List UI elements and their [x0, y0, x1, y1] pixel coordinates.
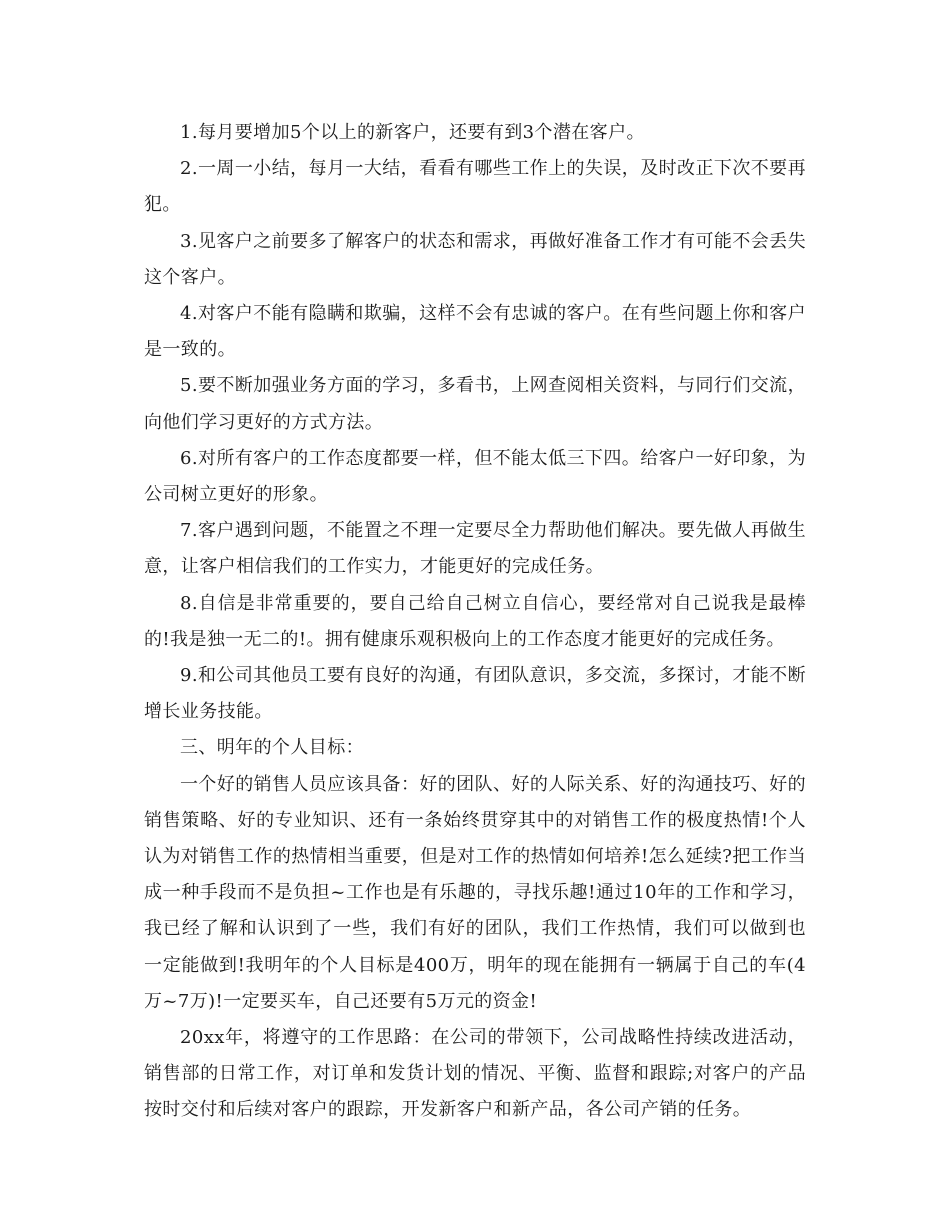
section-heading: 三、明年的个人目标： — [180, 737, 364, 759]
paragraph-goal-9: 9.和公司其他员工要有良好的沟通，有团队意识，多交流，多探讨，才能不断增长业务技能。 — [144, 665, 806, 723]
document-body — [144, 115, 806, 1129]
paragraph-goal-4: 4.对客户不能有隐瞒和欺骗，这样不会有忠诚的客户。在有些问题上你和客户是一致的。 — [144, 303, 806, 361]
paragraph-goal-6: 6.对所有客户的工作态度都要一样，但不能太低三下四。给客户一好印象，为公司树立更好的形象。 — [144, 447, 806, 506]
paragraph-personal-target: 一个好的销售人员应该具备：好的团队、好的人际关系、好的沟通技巧、好的销售策略、好的专业知识、还有一条始终贯穿其中的对销售工作的极度热情!个人认为对销售工作的热情相当重要，但是对工作的热情如何培养!怎么延续?把工作当成一种手段而不是负担~工作也是有乐趣的，寻找乐趣!通过10年的工作和学习，我已经了解和认识到了一些，我们有好的团队，我们工作热情，我们可以做到也一定能做到!我明年的个人目标是400万，明年的现在能拥有一辆属于自己的车(4万~7万)!一定要买车，自己还要有5万元的资金! — [144, 773, 806, 1012]
paragraph-goal-3: 3.见客户之前要多了解客户的状态和需求，再做好准备工作才有可能不会丢失这个客户。 — [144, 230, 806, 288]
paragraph-goal-5: 5.要不断加强业务方面的学习，多看书，上网查阅相关资料，与同行们交流，向他们学习更好的方式方法。 — [144, 375, 806, 433]
paragraph-goal-1: 1.每月要增加5个以上的新客户，还要有到3个潜在客户。 — [180, 122, 645, 143]
paragraph-goal-8: 8.自信是非常重要的，要自己给自己树立自信心，要经常对自己说我是最棒的!我是独一无二的!。拥有健康乐观积极向上的工作态度才能更好的完成任务。 — [144, 592, 806, 650]
paragraph-goal-2: 2.一周一小结，每月一大结，看看有哪些工作上的失误，及时改正下次不要再犯。 — [144, 158, 806, 216]
paragraph-work-plan: 20xx年，将遵守的工作思路：在公司的带领下，公司战略性持续改进活动，销售部的日常工作，对订单和发货计划的情况、平衡、监督和跟踪;对客户的产品按时交付和后续对客户的跟踪，开发新客户和新产品，各公司产销的任务。 — [144, 1027, 806, 1121]
paragraph-goal-7: 7.客户遇到问题，不能置之不理一定要尽全力帮助他们解决。要先做人再做生意，让客户相信我们的工作实力，才能更好的完成任务。 — [144, 520, 806, 578]
